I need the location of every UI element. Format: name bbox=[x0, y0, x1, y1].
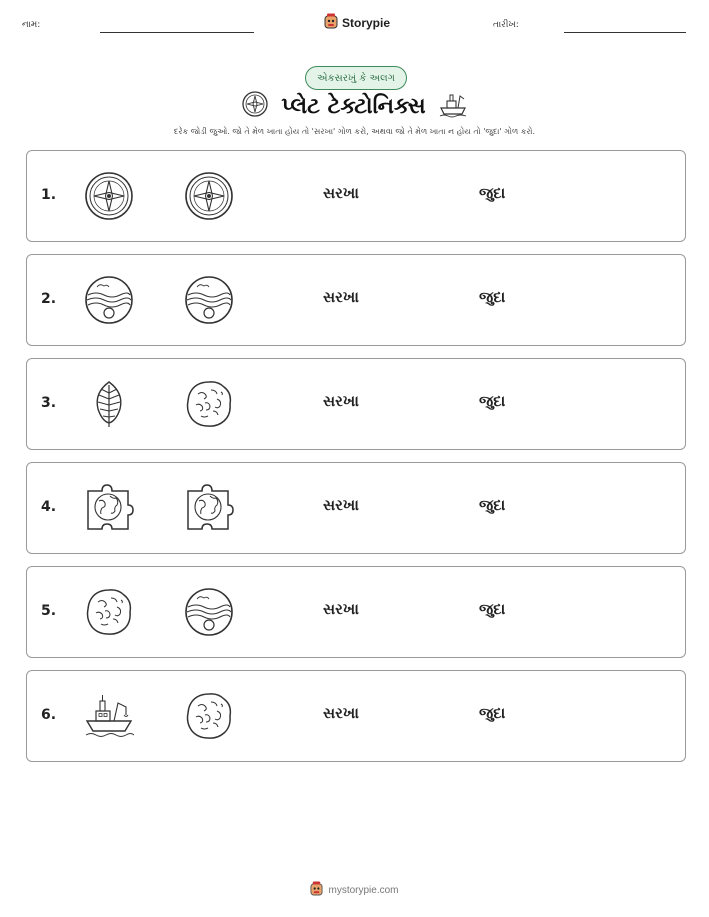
option-different[interactable]: જુદા bbox=[479, 496, 506, 514]
option-same[interactable]: સરખા bbox=[323, 184, 359, 202]
question-number: 4. bbox=[41, 499, 57, 515]
name-input-line[interactable] bbox=[100, 32, 254, 33]
earth-layers-icon bbox=[184, 587, 234, 637]
rock-icon bbox=[184, 691, 234, 741]
date-input-line[interactable] bbox=[564, 32, 686, 33]
option-different[interactable]: જુદા bbox=[479, 704, 506, 722]
option-same[interactable]: સરખા bbox=[323, 288, 359, 306]
date-label: તારીખ: bbox=[493, 20, 519, 30]
question-number: 1. bbox=[41, 187, 57, 203]
option-different[interactable]: જુદા bbox=[479, 600, 506, 618]
rock-icon bbox=[84, 587, 134, 637]
question-number: 3. bbox=[41, 395, 57, 411]
footer bbox=[0, 881, 709, 900]
storypie-mascot-icon bbox=[324, 13, 338, 33]
option-same[interactable]: સરખા bbox=[323, 704, 359, 722]
option-different[interactable]: જુદા bbox=[479, 392, 506, 410]
question-number: 5. bbox=[41, 603, 57, 619]
compass-icon bbox=[241, 90, 269, 122]
question-number: 6. bbox=[41, 707, 57, 723]
earth-puzzle-icon bbox=[84, 483, 134, 533]
name-label: નામ: bbox=[22, 20, 41, 30]
instructions-text: દરેક જોડી જુઓ. જો તે મેળ ખાતા હોય તો 'સરખા' ગોળ કરો, અથવા જો તે મેળ ખાતા ન હોય તો 'જુદા' ગોળ કરો. bbox=[173, 127, 536, 136]
compass-icon bbox=[84, 171, 134, 221]
rock-icon bbox=[184, 379, 234, 429]
ship-icon bbox=[84, 691, 134, 741]
question-row bbox=[26, 254, 686, 346]
question-row bbox=[26, 150, 686, 242]
question-row bbox=[26, 358, 686, 450]
worksheet-type-badge: એકસરખું કે અલગ bbox=[305, 66, 407, 90]
ship-icon bbox=[438, 90, 468, 122]
footer-site-link[interactable]: mystorypie.com bbox=[328, 885, 399, 896]
earth-layers-icon bbox=[84, 275, 134, 325]
question-row bbox=[26, 462, 686, 554]
title-row bbox=[0, 90, 709, 122]
question-row bbox=[26, 670, 686, 762]
earth-layers-icon bbox=[184, 275, 234, 325]
compass-icon bbox=[184, 171, 234, 221]
brand-name: Storypie bbox=[342, 16, 391, 30]
option-same[interactable]: સરખા bbox=[323, 392, 359, 410]
option-different[interactable]: જુદા bbox=[479, 184, 506, 202]
storypie-mascot-icon bbox=[310, 881, 323, 900]
option-same[interactable]: સરખા bbox=[323, 496, 359, 514]
earth-puzzle-icon bbox=[184, 483, 234, 533]
page-title: પ્લેટ ટેક્ટોનિક્સ bbox=[281, 93, 426, 119]
question-number: 2. bbox=[41, 291, 57, 307]
question-row bbox=[26, 566, 686, 658]
option-different[interactable]: જુદા bbox=[479, 288, 506, 306]
fossil-leaf-icon bbox=[84, 379, 134, 429]
option-same[interactable]: સરખા bbox=[323, 600, 359, 618]
brand-logo bbox=[324, 13, 390, 33]
